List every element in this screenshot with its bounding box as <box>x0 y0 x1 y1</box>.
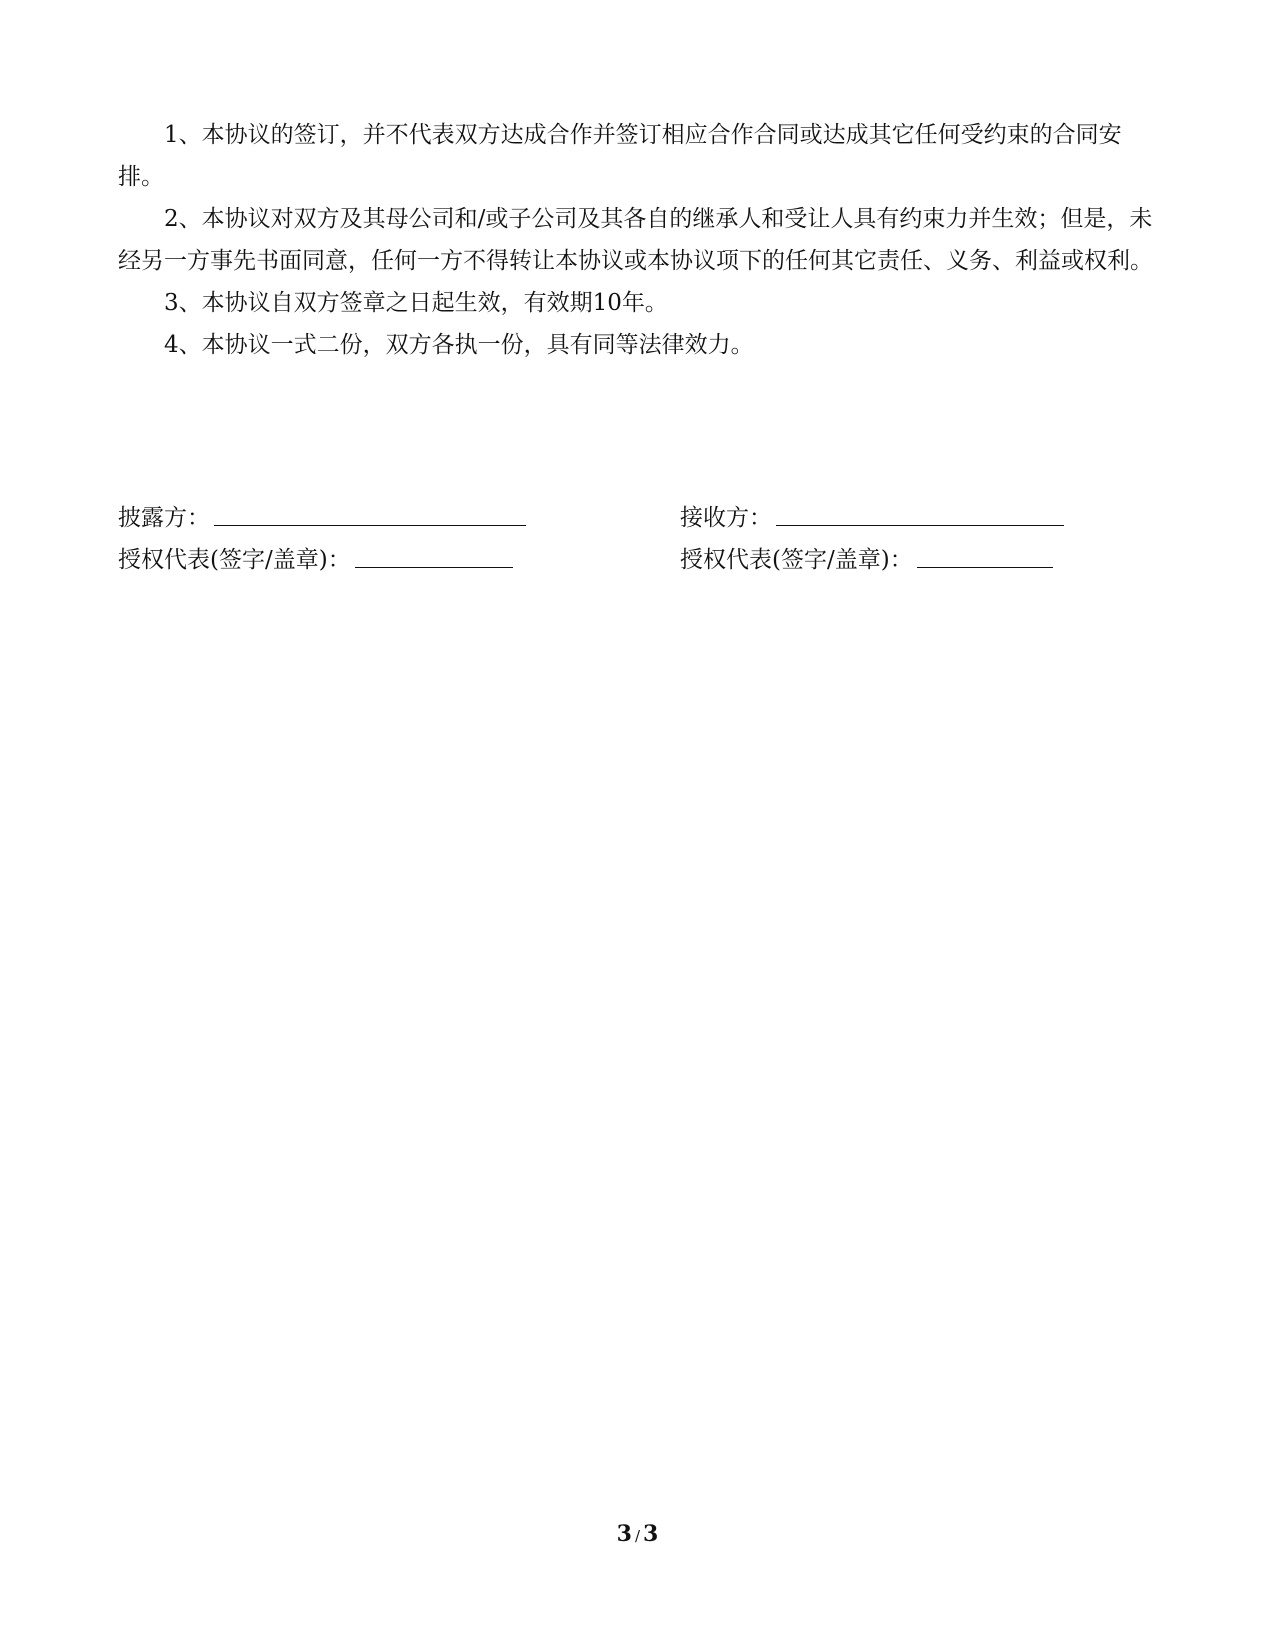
discloser-rep-field <box>118 541 513 574</box>
total-pages: 3 <box>643 1521 659 1547</box>
agreement-clauses <box>118 114 1158 366</box>
recipient-field <box>680 499 1064 532</box>
signature-row-party <box>118 499 1118 541</box>
discloser-field <box>118 499 526 532</box>
clause-2: 2、本协议对双方及其母公司和/或子公司及其各自的继承人和受让人具有约束力并生效；但是，未经另一方事先书面同意，任何一方不得转让本协议或本协议项下的任何其它责任、义务、利益或权利。 <box>118 206 1153 274</box>
clause-4: 4、本协议一式二份，双方各执一份，具有同等法律效力。 <box>164 332 754 358</box>
page-separator: / <box>634 1527 641 1545</box>
clause-1: 1、本协议的签订，并不代表双方达成合作并签订相应合作合同或达成其它任何受约束的合同安排。 <box>118 122 1122 190</box>
clause-3: 3、本协议自双方签章之日起生效，有效期10年。 <box>164 290 668 316</box>
discloser-rep-signature-line <box>355 545 513 568</box>
recipient-rep-signature-line <box>917 545 1053 568</box>
signature-block <box>118 499 1118 583</box>
recipient-rep-label: 授权代表(签字/盖章)： <box>680 547 913 573</box>
recipient-rep-field <box>680 541 1053 574</box>
current-page: 3 <box>616 1521 632 1547</box>
recipient-label: 接收方： <box>680 505 772 531</box>
discloser-signature-line <box>214 503 526 526</box>
signature-row-representative <box>118 541 1118 583</box>
discloser-rep-label: 授权代表(签字/盖章)： <box>118 547 351 573</box>
discloser-label: 披露方： <box>118 505 210 531</box>
recipient-signature-line <box>776 503 1064 526</box>
page-number <box>0 1521 1275 1547</box>
